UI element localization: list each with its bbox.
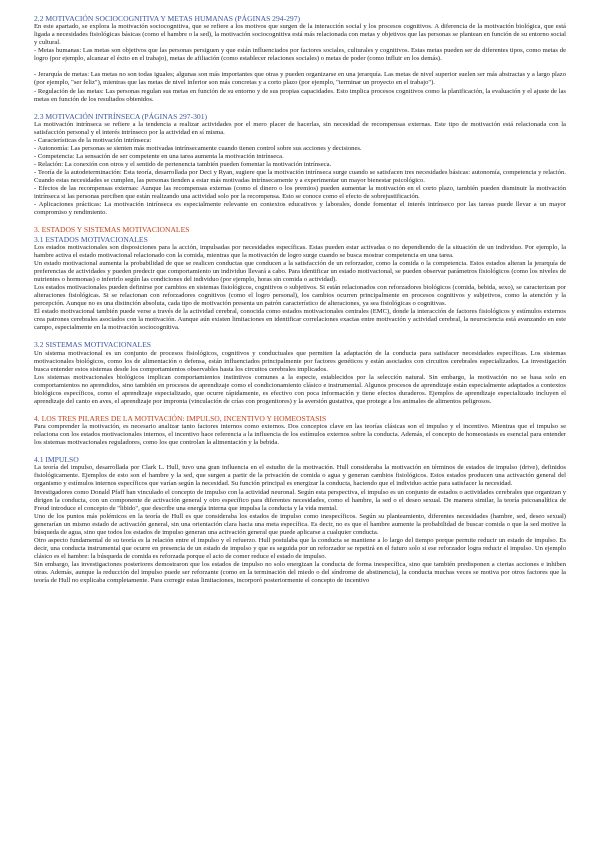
paragraph: El estado motivacional también puede verse a través de la actividad cerebral, conocida como estados motivacionales centrales (EMC), donde la interacción de factores fisiológicos y estímulos externos crea patrones cerebrales asociados con la motivación. Aunque aún existen limitaciones en identificar correlaciones exactas entre motivación y actividad cerebral, la neurociencia está avanzando en este campo, especialmente en la motivación sociocognitiva.: [34, 308, 566, 332]
paragraph: Uno de los puntos más polémicos en la teoría de Hull es que consideraba los estados de impulso como inespecíficos. Según su planteamiento, diferentes necesidades (hambre, sed, deseo sexual) generarían un mismo estado de activación general, sin una orientación clara hacia una meta específica. Es decir, no es que el hambre aumente la probabilidad de buscar comida o que la sed motive la búsqueda de agua, sino que todos los estados de impulso generan una activación general que puede aplicarse a cualquier conducta.: [34, 512, 566, 536]
paragraph: La motivación intrínseca se refiere a la tendencia a realizar actividades por el mero placer de hacerlas, sin necesidad de recompensas externas. Este tipo de motivación está relacionada con la satisfacción personal y el interés intrínseco por la actividad en sí misma.: [34, 120, 566, 136]
section-heading: 2.3 MOTIVACIÓN INTRÍNSECA (PÁGINAS 297-301): [34, 111, 208, 121]
section-4: [34, 414, 566, 447]
paragraph: Un sistema motivacional es un conjunto de procesos fisiológicos, cognitivos y conductuales que permiten la adaptación de la conducta para satisfacer necesidades específicas. Los sistemas motivacionales biológicos, como los de alimentación o defensa, están influenciados principalmente por factores genéticos y están asociados con circuitos cerebrales especializados. La investigación busca entender estos sistemas desde los comportamientos observables hasta los circuitos cerebrales implicados.: [34, 349, 566, 373]
paragraph: - Relación: La conexión con otros y el sentido de pertenencia también pueden fomentar la motivación intrínseca.: [34, 161, 332, 169]
paragraph: Sin embargo, las investigaciones posteriores demostraron que los estados de impulso no solo energizan la conducta de forma inespecífica, sino que también predisponen a ciertas acciones e inhiben otras. Además, aunque la reducción del impulso puede ser reforzante (como en la terminación del miedo o del síndrome de abstinencia), la conducta muchas veces se motiva por otros factores que la teoría de Hull no explicaba completamente. Para corregir estas limitaciones, incorporó posteriormente el concepto de incentivo: [34, 560, 566, 585]
paragraph: Los estados motivacionales pueden definirse por cambios en sistemas fisiológicos, cognitivos o subjetivos. Si están relacionados con reforzadores biológicos (comida, bebida, sexo), se caracterizan por alteraciones fisiológicas. Si se relacionan con reforzadores cognitivos (como el logro personal), los cambios ocurren principalmente en procesos cognitivos y subjetivos, como la atención y la percepción. Aunque no es una distinción absoluta, cada tipo de motivación presenta un patrón característico de alteraciones, ya sea fisiológicas o cognitivas.: [34, 284, 566, 308]
section-3-2: [34, 340, 566, 406]
spacer: [34, 63, 566, 71]
section-3: [34, 225, 566, 332]
paragraph: - Efectos de las recompensas externas: Aunque las recompensas externas (como el dinero o los premios) pueden aumentar la motivación en el corto plazo, también pueden disminuir la motivación intrínseca si las personas perciben que están realizando una actividad solo por la recompensa. Esto se conoce como el efecto de sobrejustificación.: [34, 185, 566, 201]
paragraph: - Regulación de las metas: Las personas regulan sus metas en función de su entorno y de sus propias capacidades. Esto implica procesos cognitivos como la planificación, la evaluación y el ajuste de las metas en función de los resultados obtenidos.: [34, 87, 566, 103]
paragraph: - Teoría de la autodeterminación: Esta teoría, desarrollada por Deci y Ryan, sugiere que la motivación intrínseca surge cuando se satisfacen tres necesidades básicas: autonomía, competencia y relación. Cuando estas necesidades se cumplen, las personas tienden a estar más motivadas intrínsecamente y a experimentar un mayor bienestar psicológico.: [34, 169, 566, 185]
paragraph: - Metas humanas: Las metas son objetivos que las personas persiguen y que están influenciados por factores sociales, culturales y cognitivos. Estas metas pueden ser de diferentes tipos, como metas de logro (por ejemplo, alcanzar el éxito en el trabajo), metas de afiliación (como establecer relaciones sociales) o metas de poder (como influir en los demás).: [34, 47, 566, 63]
paragraph: - Jerarquía de metas: Las metas no son todas iguales; algunas son más importantes que otras y pueden organizarse en una jerarquía. Las metas de nivel superior suelen ser más abstractas y a largo plazo (por ejemplo, "ser feliz"), mientras que las metas de nivel inferior son más concretas y a corto plazo (por ejemplo, "terminar un proyecto en el trabajo").: [34, 71, 566, 87]
paragraph: - Autonomía: Las personas se sienten más motivadas intrínsecamente cuando tienen control sobre sus acciones y decisiones.: [34, 144, 362, 152]
section-heading: 3.1 ESTADOS MOTIVACIONALES: [34, 234, 148, 244]
section-heading: 2.2 MOTIVACIÓN SOCIOCOGNITIVA Y METAS HUMANAS (PÁGINAS 294-297): [34, 14, 301, 23]
chapter-heading: 4. LOS TRES PILARES DE LA MOTIVACIÓN: IMPULSO, INCENTIVO Y HOMEOSTASIS: [34, 413, 327, 423]
paragraph: - Características de la motivación intrínseca:: [34, 136, 152, 144]
section-2-2: [34, 14, 566, 104]
section-heading: 4.1 IMPULSO: [34, 455, 79, 465]
paragraph: - Competencia: La sensación de ser competente en una tarea aumenta la motivación intrínseca.: [34, 153, 284, 161]
paragraph: Los estados motivacionales son disposiciones para la acción, impulsadas por necesidades específicas. Estas pueden estar activadas o no dependiendo de la situación de un individuo. Por ejemplo, la hambre activa el estado motivacional relacionado con la comida, mientras que la motivación de logro surge cuando se busca mostrar competencia en una tarea.: [34, 243, 566, 259]
paragraph: Investigadores como Donald Pfaff han vinculado el concepto de impulso con la actividad neuronal. Según esta perspectiva, el impulso es un conjunto de estados o actividades cerebrales que organizan y dirigen la conducta, con un componente de activación general y otro específico para diferentes necesidades, como el hambre, la sed o el deseo sexual. De manera similar, la teoría psicoanalítica de Freud introduce el concepto de "libido", que describe una energía interna que impulsa la conducta y la vida mental.: [34, 488, 566, 512]
section-heading: 3.2 SISTEMAS MOTIVACIONALES: [34, 340, 151, 350]
paragraph: - Aplicaciones prácticas: La motivación intrínseca es especialmente relevante en contextos educativos y laborales, donde fomentar el interés intrínseco por las tareas puede llevar a un mayor compromiso y rendimiento.: [34, 201, 566, 217]
paragraph: Para comprender la motivación, es necesario analizar tanto factores internos como externos. Dos conceptos clave en las teorías clásicas son el impulso y el incentivo. Mientras que el impulso se relaciona con los estados motivacionales internos, el incentivo hace referencia a la influencia de los estímulos externos sobre la conducta. Además, el concepto de homeostasis es esencial para entender los sistemas motivacionales reguladores, como los que controlan la alimentación y la bebida.: [34, 423, 566, 447]
paragraph: En este apartado, se explora la motivación sociocognitiva, que se refiere a los motivos que surgen de la interacción social y los procesos cognitivos. A diferencia de la motivación biológica, que está ligada a necesidades fisiológicas básicas (como el hambre o la sed), la motivación sociocognitiva está más relacionada con metas y objetivos que las personas se plantean en función de su entorno social y cultural.: [34, 23, 566, 47]
paragraph: Otro aspecto fundamental de su teoría es la relación entre el impulso y el refuerzo. Hull postulaba que la conducta se mantiene a lo largo del tiempo porque permite reducir un estado de impulso. Es decir, una conducta instrumental que ocurre en presencia de un estado de impulso y que es seguida por un reforzador se repetirá en el futuro solo si ese reforzador logra reducir el impulso. Un ejemplo clásico es el hambre: la búsqueda de comida es reforzada porque el acto de comer reduce el estado de impulso.: [34, 536, 566, 560]
section-2-3: [34, 112, 566, 218]
paragraph: La teoría del impulso, desarrollada por Clark L. Hull, tuvo una gran influencia en el estudio de la motivación. Hull consideraba la motivación en términos de estados de impulso (drive), definidos fisiológicamente. Ejemplos de esto son el hambre y la sed, que surgen a partir de la privación de comida o agua y generan cambios fisiológicos. Estos estados producen una activación general del organismo y estímulos internos específicos que varían según la necesidad. Su función principal es energizar la conducta, haciendo que el individuo actúe para satisfacer la necesidad.: [34, 464, 566, 488]
paragraph: Los sistemas motivacionales biológicos implican comportamientos instintivos comunes a la especie, establecidos por la selección natural. Sin embargo, la motivación no se basa solo en comportamientos no aprendidos, sino también en procesos de aprendizaje como el condicionamiento clásico e instrumental. Algunos procesos de aprendizaje están especialmente adaptados a contextos biológicos específicos, como el aprendizaje especializado, que ocurre rápidamente, es efectivo con poca información y tiene efectos duraderos. Ejemplos de aprendizaje especializado incluyen el aprendizaje del canto en aves, el aprendizaje por impronta (vinculación de crías con progenitores) y la aversión gustativa, que protege a los animales de alimentos peligrosos.: [34, 373, 566, 405]
chapter-heading: 3. ESTADOS Y SISTEMAS MOTIVACIONALES: [34, 225, 190, 235]
section-4-1: [34, 455, 566, 585]
paragraph: Un estado motivacional aumenta la probabilidad de que se realicen conductas que conducen a la satisfacción de un reforzador, como la comida o la competencia. Estos estados alteran la jerarquía de preferencias de actividades y pueden predecir que comportamiento un individuo llevará a cabo. Para identificar un estado motivacional, se pueden observar parámetros fisiológicos (como los niveles de nutrientes o hormonas) o inferirlo según las condiciones del individuo (por ejemplo, horas sin comida o actividad).: [34, 259, 566, 283]
